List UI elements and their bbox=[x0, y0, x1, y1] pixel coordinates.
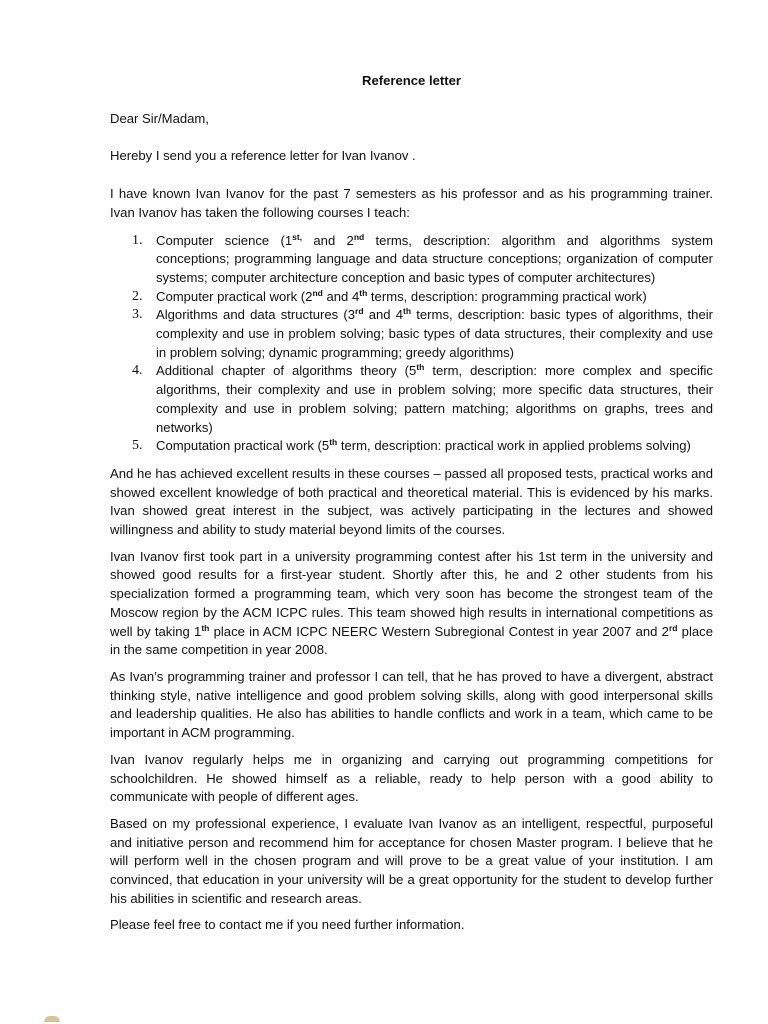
salutation: Dear Sir/Madam, bbox=[110, 110, 209, 126]
contest-paragraph: Ivan Ivanov first took part in a university programming contest after his 1st term in the university and showed good results for a first-year student. Shortly after this, he and 2 other students from his specialization formed a programming team, which very soon has become the strongest team of the Moscow region by the ACM ICPC rules. This team showed high results in international competitions as well by taking 1th place in ACM ICPC NEERC Western Subregional Contest in year 2007 and 2rd place in the same competition in year 2008. bbox=[110, 548, 713, 658]
helps-paragraph: Ivan Ivanov regularly helps me in organizing and carrying out programming competitions for schoolchildren. He showed himself as a reliable, ready to help person with a good ability to communicate with people of different ages. bbox=[110, 751, 713, 805]
intro-paragraph: Hereby I send you a reference letter for Ivan Ivanov . bbox=[110, 148, 416, 164]
course-list bbox=[110, 232, 713, 456]
closing-paragraph: Please feel free to contact me if you need further information. bbox=[110, 917, 465, 933]
list-number: 1. bbox=[132, 232, 143, 248]
trainer-paragraph: As Ivan’s programming trainer and professor I can tell, that he has proved to have a divergent, abstract thinking style, native intelligence and good problem solving skills, along with good interpersonal skills and leadership qualities. He also has abilities to handle conflicts and work in a team, which came to be important in ACM programming. bbox=[110, 668, 713, 741]
results-paragraph: And he has achieved excellent results in these courses – passed all proposed tests, practical works and showed excellent knowledge of both practical and theoretical material. This is evidenced by his marks. Ivan showed great interest in the subject, was actively participating in the lectures and showed willingness and ability to study material beyond limits of the courses. bbox=[110, 465, 713, 538]
evaluation-paragraph: Based on my professional experience, I evaluate Ivan Ivanov as an intelligent, respectful, purposeful and initiative person and recommend him for acceptance for chosen Master program. I believe that he will perform well in the chosen program and will prove to be a great value of your institution. I am convinced, that education in your university will be a great opportunity for the student to develop further his abilities in scientific and research areas. bbox=[110, 815, 713, 906]
list-number: 3. bbox=[132, 307, 143, 323]
list-number: 5. bbox=[132, 438, 143, 454]
letter-page bbox=[110, 72, 713, 943]
list-item: 5. Computation practical work (5th term, description: practical work in applied problems solving) bbox=[156, 437, 713, 456]
list-item: 1. Computer science ($1^{st,}$ and 2nd terms, description: algorithm and algorithms system conceptions; programming language and data structure conceptions; organization of computer systems; computer architecture conception and basic types of computer architectures) bbox=[132, 231, 713, 285]
page-edge-mark bbox=[44, 1016, 60, 1022]
list-number: 4. bbox=[132, 363, 143, 379]
letter-title: Reference letter bbox=[362, 73, 461, 88]
list-item: 3. Algorithms and data structures (3rd and 4th terms, description: basic types of algorithms, their complexity and use in problem solving; basic types of data structures, their complexity and use in problem solving; dynamic programming; greedy algorithms) bbox=[132, 306, 713, 360]
list-number: 2. bbox=[132, 288, 143, 304]
list-item: 2. Computer practical work (2nd and 4th terms, description: programming practical work) bbox=[156, 288, 713, 307]
list-item: 4. Additional chapter of algorithms theory (5th term, description: more complex and specific algorithms, their complexity and use in problem solving; more specific data structures, their complexity and use in problem solving; pattern matching; algorithms on graphs, trees and networks) bbox=[132, 362, 713, 435]
known-paragraph: I have known Ivan Ivanov for the past 7 semesters as his professor and as his programming trainer. Ivan Ivanov has taken the following courses I teach: bbox=[110, 186, 713, 220]
